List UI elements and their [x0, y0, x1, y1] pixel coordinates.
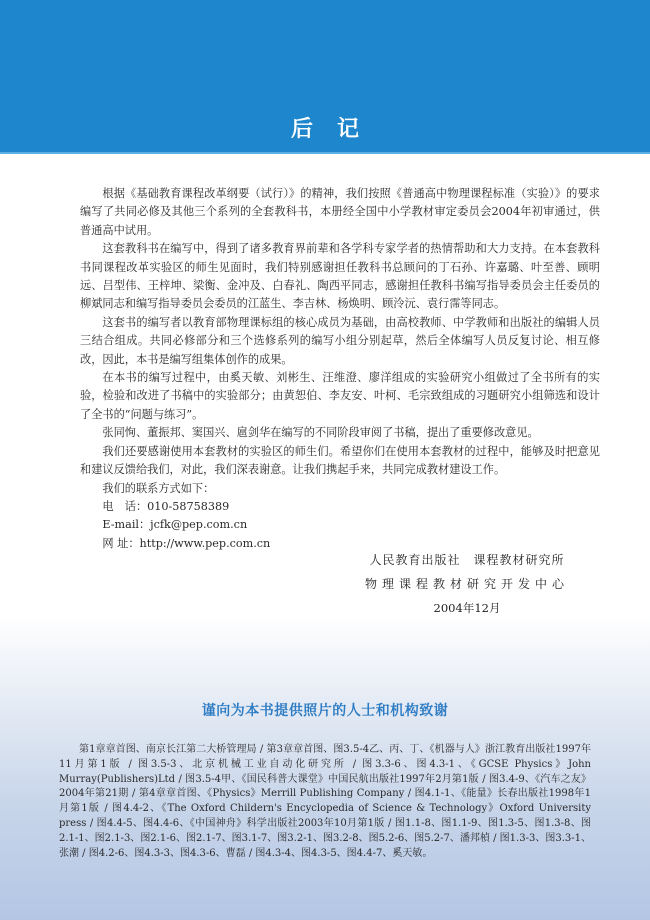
signature-block	[352, 548, 582, 620]
paragraph: 这套书的编写者以教育部物理课标组的核心成员为基础，由高校教师、中学教师和出版社的编辑人员三结合组成。共同必修部分和三个选修系列的编写小组分别起草，然后全体编写人员反复讨论、相互修改，因此，本书是编写组集体创作的成果。	[80, 315, 600, 366]
paragraph: 这套教科书在编写中，得到了诸多教育界前辈和各学科专家学者的热情帮助和大力支持。在本套教科书同课程改革实验区的师生见面时，我们特别感谢担任教科书总顾问的丁石孙、许嘉璐、叶至善、顾明远、吕型伟、王梓坤、梁衡、金冲及、白春礼、陶西平同志，感谢担任教科书编写指导委员会主任委员的柳斌同志和编写指导委员会委员的江蓝生、李吉林、杨焕明、顾泠沅、袁行霈等同志。	[80, 242, 600, 311]
paragraph: 张同恂、董振邦、窦国兴、扈剑华在编写的不同阶段审阅了书稿，提出了重要修改意见。	[102, 426, 539, 440]
signature-date: 2004年12月	[433, 601, 501, 615]
contact-email[interactable]: E-mail：jcfk@pep.com.cn	[102, 518, 248, 532]
page-title: 后记	[290, 116, 383, 142]
signature-publisher: 人民教育出版社 课程教材研究所	[369, 553, 565, 567]
contact-website[interactable]: 网 址：http://www.pep.com.cn	[102, 536, 271, 550]
signature-center: 物理课程教材研究开发中心	[364, 577, 569, 591]
paragraph: 根据《基础教育课程改革纲要（试行）》的精神，我们按照《普通高中物理课程标准（实验）》的要求编写了共同必修及其他三个系列的全套教科书，本册经全国中小学教材审定委员会2004年初审通过，供普通高中试用。	[80, 187, 600, 237]
contact-phone: 电 话：010-58758389	[102, 499, 230, 513]
paragraph: 在本书的编写过程中，由奚天敏、刘彬生、汪维澄、廖洋组成的实验研究小组做过了全书所有的实验，检验和改进了书稿中的实验部分；由黄恕伯、李友安、叶柯、毛宗致组成的习题研究小组筛选和设计了全书的“问题与练习”。	[80, 371, 600, 421]
paragraph: 我们还要感谢使用本套教材的实验区的师生们。希望你们在使用本套教材的过程中，能够及时把意见和建议反馈给我们，对此，我们深表谢意。让我们携起手来，共同完成教材建设工作。	[80, 444, 600, 477]
afterword-body	[80, 185, 600, 553]
acknowledgement-text: 第1章章首图、南京长江第二大桥管理局 / 第3章章首图、图3.5-4乙、丙、丁、《机器与人》浙江教育出版社1997年11月第1版 / 图3.5-3、北京机械工业自动化研究所 / 图3.3-6、图4.3-1、《GCSE Physics》John Murray(Publishers)Ltd / 图3.5-4甲、《国民科普大课堂》中国民航出版社1997年2月第1版 / 图3.4-9、《汽车之友》2004年第21期 / 第4章章首图、《Physics》Merrill Publishing Company / 图4.1-1、《能量》长春出版社1998年1月第1版 / 图4.4-2、《The Oxford Childern's Encyclopedia of Science & Technology》Oxford University press / 图4.4-5、图4.4-6、《中国神舟》科学出版社2003年10月第1版 / 图1.1-8、图1.1-9、图1.3-5、图1.3-8、图2.1-1、图2.1-3、图2.1-6、图2.1-7、图3.1-7、图3.2-1、图3.2-8、图5.2-6、图5.2-7、潘邦楨 / 图1.3-3、图3.3-1、张潮 / 图4.2-6、图4.3-3、图4.3-6、曹磊 / 图4.3-4、图4.3-5、图4.4-7、奚天敏。	[59, 744, 591, 859]
acknowledgement-title: 谨向为本书提供照片的人士和机构致谢	[201, 703, 449, 719]
contact-intro: 我们的联系方式如下：	[102, 481, 215, 495]
header-band	[0, 0, 650, 154]
